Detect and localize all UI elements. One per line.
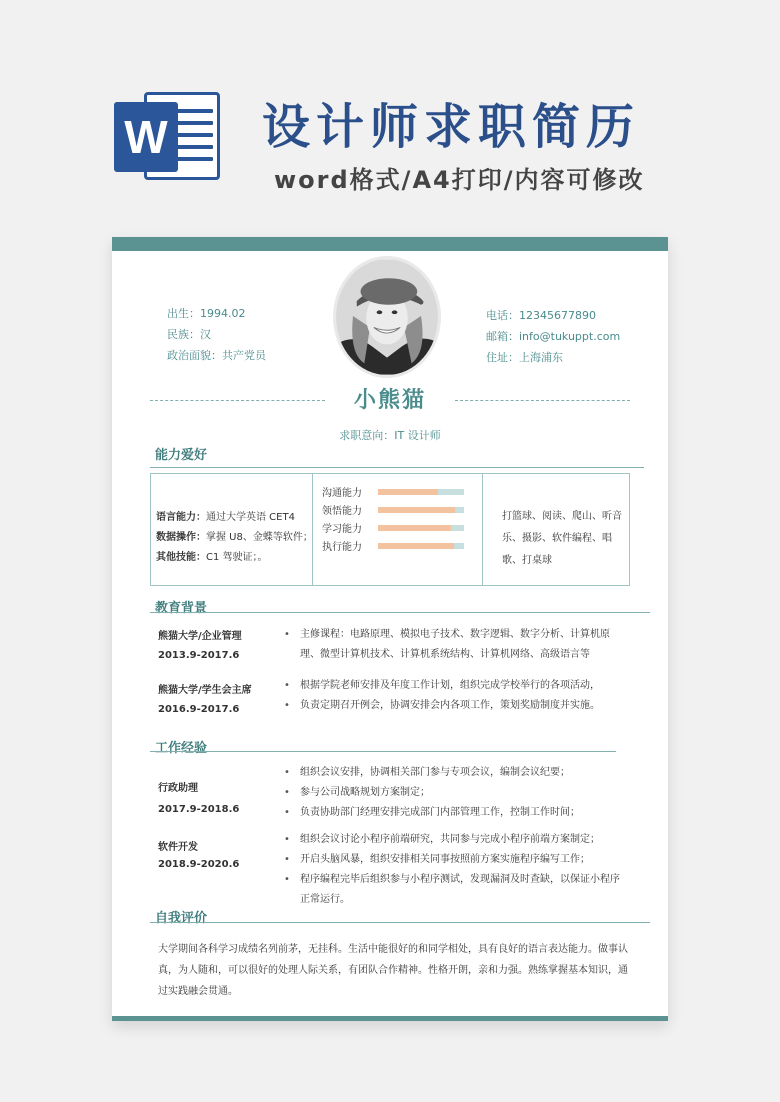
list-item: • 根据学院老师安排及年度工作计划，组织完成学校举行的各项活动， bbox=[284, 676, 624, 696]
skills-box bbox=[150, 473, 630, 586]
ability-label: 沟通能力 bbox=[322, 488, 362, 499]
word-letter-badge: W bbox=[114, 102, 178, 172]
education-org: 熊猫大学/企业管理 bbox=[158, 631, 242, 642]
job-objective: 求职意向：IT 设计师 bbox=[339, 429, 441, 442]
education-bullets-2 bbox=[284, 676, 624, 716]
section-divider bbox=[150, 612, 650, 613]
work-role: 行政助理 bbox=[158, 783, 198, 794]
list-item: • 负责定期召开例会，协调安排会内各项工作，策划奖励制度并实施。 bbox=[284, 696, 624, 716]
list-item: • 组织会议安排，协调相关部门参与专项会议，编制会议纪要； bbox=[284, 763, 624, 783]
work-entry-2 bbox=[158, 838, 239, 870]
skill-item: 数据操作：掌握 U8、金蝶等软件； bbox=[156, 532, 313, 543]
word-logo-icon bbox=[114, 82, 224, 188]
ability-bar bbox=[378, 525, 464, 531]
section-title-self: 自我评价 bbox=[155, 911, 208, 926]
ethnicity-row: 民族：汉 bbox=[167, 328, 211, 341]
phone-row: 电话：12345677890 bbox=[486, 309, 596, 322]
skill-item: 语言能力：通过大学英语 CET4 bbox=[156, 512, 295, 523]
resume-card bbox=[112, 237, 668, 1021]
list-item: • 主修课程：电路原理、模拟电子技术、数字逻辑、数字分析、计算机原理、微型计算机技术、计算机系统结构、计算机网络、高级语言等 bbox=[284, 625, 624, 665]
hobbies-column bbox=[482, 474, 629, 585]
list-item: • 程序编程完毕后组织参与小程序测试，发现漏洞及时查缺，以保证小程序正常运行。 bbox=[284, 870, 624, 910]
political-status-row: 政治面貌：共产党员 bbox=[167, 349, 266, 362]
ability-bar bbox=[378, 543, 464, 549]
abilities-column bbox=[312, 474, 483, 585]
list-item: • 组织会议讨论小程序前端研究，共同参与完成小程序前端方案制定； bbox=[284, 830, 624, 850]
section-divider bbox=[150, 467, 644, 468]
work-bullets-1 bbox=[284, 763, 624, 823]
candidate-name: 小熊猫 bbox=[353, 388, 426, 413]
hobbies-text: 打篮球、阅读、爬山、听音乐、摄影、软件编程、唱歌、打桌球 bbox=[502, 511, 622, 566]
list-item: • 负责协助部门经理安排完成部门内部管理工作，控制工作时间； bbox=[284, 803, 624, 823]
section-divider bbox=[150, 922, 650, 923]
work-date: 2018.9-2020.6 bbox=[158, 859, 240, 870]
skills-language-column bbox=[151, 474, 313, 585]
work-entry-1 bbox=[158, 779, 239, 815]
person-photo-icon bbox=[336, 259, 438, 375]
skill-item: 其他技能：C1 驾驶证；。 bbox=[156, 552, 268, 563]
ability-bar-fill bbox=[378, 525, 451, 531]
ability-bar-fill bbox=[378, 543, 454, 549]
work-bullets-2 bbox=[284, 830, 624, 910]
name-row bbox=[150, 383, 630, 417]
profile-photo bbox=[333, 256, 441, 378]
ability-bar bbox=[378, 489, 464, 495]
section-divider bbox=[150, 751, 616, 752]
profile-info-left bbox=[167, 303, 266, 366]
ability-label: 执行能力 bbox=[322, 542, 362, 553]
section-title-education: 教育背景 bbox=[155, 601, 208, 616]
ability-bar bbox=[378, 507, 464, 513]
list-item: • 开启头脑风暴，组织安排相关同事按照前方案实施程序编写工作； bbox=[284, 850, 624, 870]
ability-bar-fill bbox=[378, 507, 455, 513]
section-title-skills: 能力爱好 bbox=[155, 448, 208, 463]
work-date: 2017.9-2018.6 bbox=[158, 804, 240, 815]
education-bullets-1 bbox=[284, 625, 624, 665]
education-entry-2 bbox=[158, 681, 252, 715]
banner-title: 设计师求职简历 bbox=[262, 99, 641, 155]
ability-label: 领悟能力 bbox=[322, 506, 362, 517]
work-role: 软件开发 bbox=[158, 842, 198, 853]
email-row: 邮箱：info@tukuppt.com bbox=[486, 330, 621, 343]
address-row: 住址：上海浦东 bbox=[486, 351, 563, 364]
self-evaluation-text: 大学期间各科学习成绩名列前茅，无挂科。生活中能很好的和同学相处，具有良好的语言表达能力。做事认真，为人随和，可以很好的处理人际关系，有团队合作精神。性格开朗，亲和力强。熟练掌握基本知识，通过实践融会贯通。 bbox=[158, 944, 628, 997]
skill-list bbox=[156, 508, 313, 568]
ability-bar-fill bbox=[378, 489, 438, 495]
ability-label: 学习能力 bbox=[322, 524, 362, 535]
education-org: 熊猫大学/学生会主席 bbox=[158, 685, 252, 696]
education-date: 2016.9-2017.6 bbox=[158, 704, 240, 715]
divider-dashed-right bbox=[455, 400, 630, 401]
section-title-work: 工作经验 bbox=[155, 741, 208, 756]
education-entry-1 bbox=[158, 627, 242, 661]
education-date: 2013.9-2017.6 bbox=[158, 650, 240, 661]
banner-subtitle: word格式/A4打印/内容可修改 bbox=[274, 166, 645, 194]
profile-info-right bbox=[486, 305, 620, 368]
list-item: • 参与公司战略规划方案制定； bbox=[284, 783, 624, 803]
birth-row: 出生：1994.02 bbox=[167, 307, 246, 320]
